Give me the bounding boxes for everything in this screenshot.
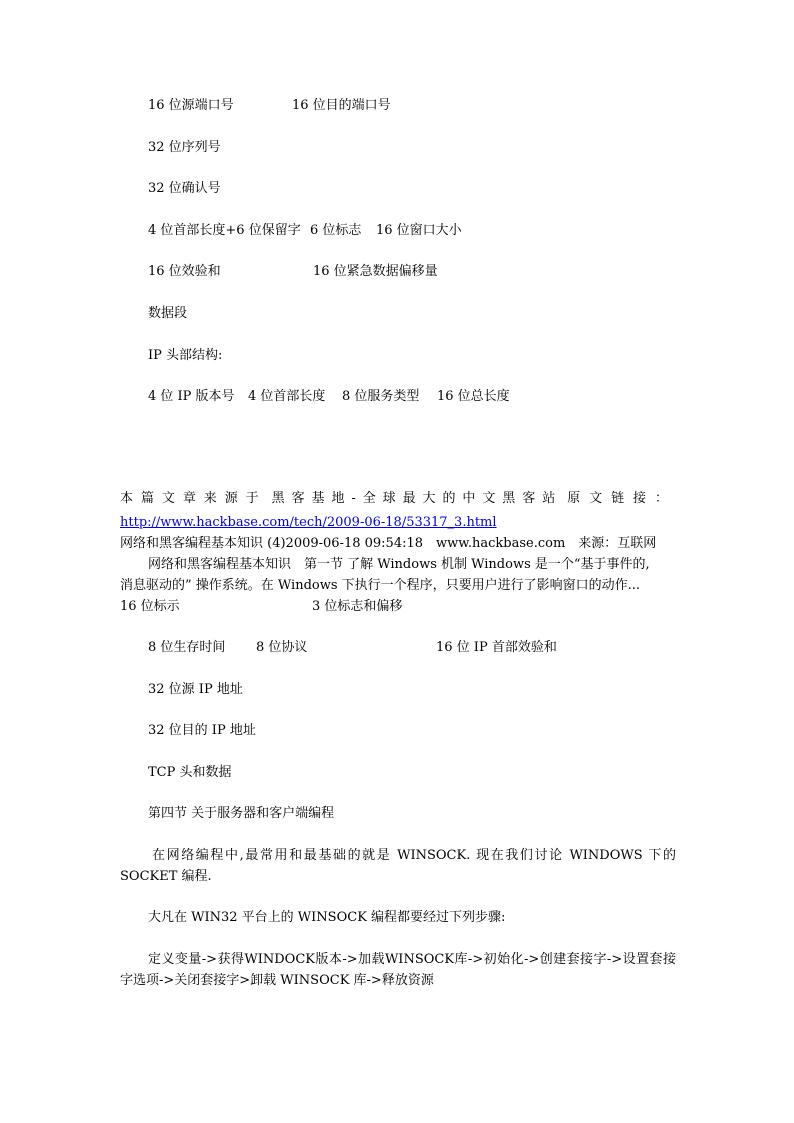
field-checksum: 16 位效验和 <box>148 264 221 279</box>
article-meta: 网络和黑客编程基本知识 (4)2009-06-18 09:54:18 www.hackbase.com 来源：互联网 <box>120 536 657 551</box>
field-protocol: 8 位协议 <box>256 640 308 655</box>
tcp-row-sequence: 32 位序列号 <box>148 140 221 155</box>
field-service-type: 8 位服务类型 <box>342 389 420 404</box>
source-attribution <box>120 491 676 509</box>
tcp-row-ack: 32 位确认号 <box>148 181 221 196</box>
ip-row-tcp-data: TCP 头和数据 <box>148 765 232 780</box>
field-ip-version: 4 位 IP 版本号 <box>148 389 235 404</box>
field-dest-port: 16 位目的端口号 <box>292 98 391 113</box>
tcp-row-data: 数据段 <box>148 306 188 321</box>
paragraph-steps-line1: 定义变量->获得WINDOCK版本->加载WINSOCK库->初始化->创建套接字->设置套接 <box>148 952 676 967</box>
tcp-row-ports <box>148 98 391 114</box>
ip-row-dest-address: 32 位目的 IP 地址 <box>148 723 256 738</box>
source-url-line <box>120 515 497 531</box>
paragraph-winsock-line2: SOCKET 编程. <box>120 869 212 884</box>
paragraph-steps-intro: 大凡在 WIN32 平台上的 WINSOCK 编程都要经过下列步骤: <box>148 910 506 925</box>
field-identification: 16 位标示 <box>120 599 180 614</box>
section-four-heading: 第四节 关于服务器和客户端编程 <box>148 806 335 821</box>
paragraph-steps-line2: 字选项->关闭套接字>卸载 WINSOCK 库->释放资源 <box>120 973 434 988</box>
field-ip-header-length: 4 位首部长度 <box>248 389 326 404</box>
source-link-label: 原文链接： <box>567 491 676 506</box>
paragraph-winsock-line1: 在网络编程中,最常用和最基础的就是 WINSOCK. 现在我们讨论 WINDOWS 下的 <box>152 848 676 863</box>
article-intro-line2: 消息驱动的” 操作系统。在 Windows 下执行一个程序，只要用户进行了影响窗口的动作... <box>120 578 641 593</box>
field-flags: 6 位标志 <box>310 223 362 238</box>
field-ttl: 8 位生存时间 <box>148 640 226 655</box>
source-site: 黑客基地-全球最大的中文黑客站 <box>271 491 563 506</box>
source-line <box>120 491 676 507</box>
ip-row-identification <box>120 599 403 615</box>
source-url-link[interactable]: http://www.hackbase.com/tech/2009-06-18/53317_3.html <box>120 515 497 530</box>
field-total-length: 16 位总长度 <box>437 389 510 404</box>
field-urgent-pointer: 16 位紧急数据偏移量 <box>313 264 438 279</box>
ip-row-version <box>148 389 510 405</box>
ip-header-heading: IP 头部结构: <box>148 348 223 363</box>
field-fragment-offset: 3 位标志和偏移 <box>312 599 403 614</box>
article-intro-line1: 网络和黑客编程基本知识 第一节 了解 Windows 机制 Windows 是一个“基于事件的, <box>148 557 650 572</box>
ip-row-source-address: 32 位源 IP 地址 <box>148 682 243 697</box>
tcp-row-checksum <box>148 264 438 280</box>
field-ip-checksum: 16 位 IP 首部效验和 <box>436 640 557 655</box>
field-window-size: 16 位窗口大小 <box>376 223 462 238</box>
ip-row-ttl <box>148 640 557 656</box>
tcp-row-header-flags <box>148 223 462 239</box>
field-header-length: 4 位首部长度+6 位保留字 <box>148 223 301 238</box>
field-source-port: 16 位源端口号 <box>148 98 234 113</box>
source-label: 本篇文章来源于 <box>120 491 267 506</box>
